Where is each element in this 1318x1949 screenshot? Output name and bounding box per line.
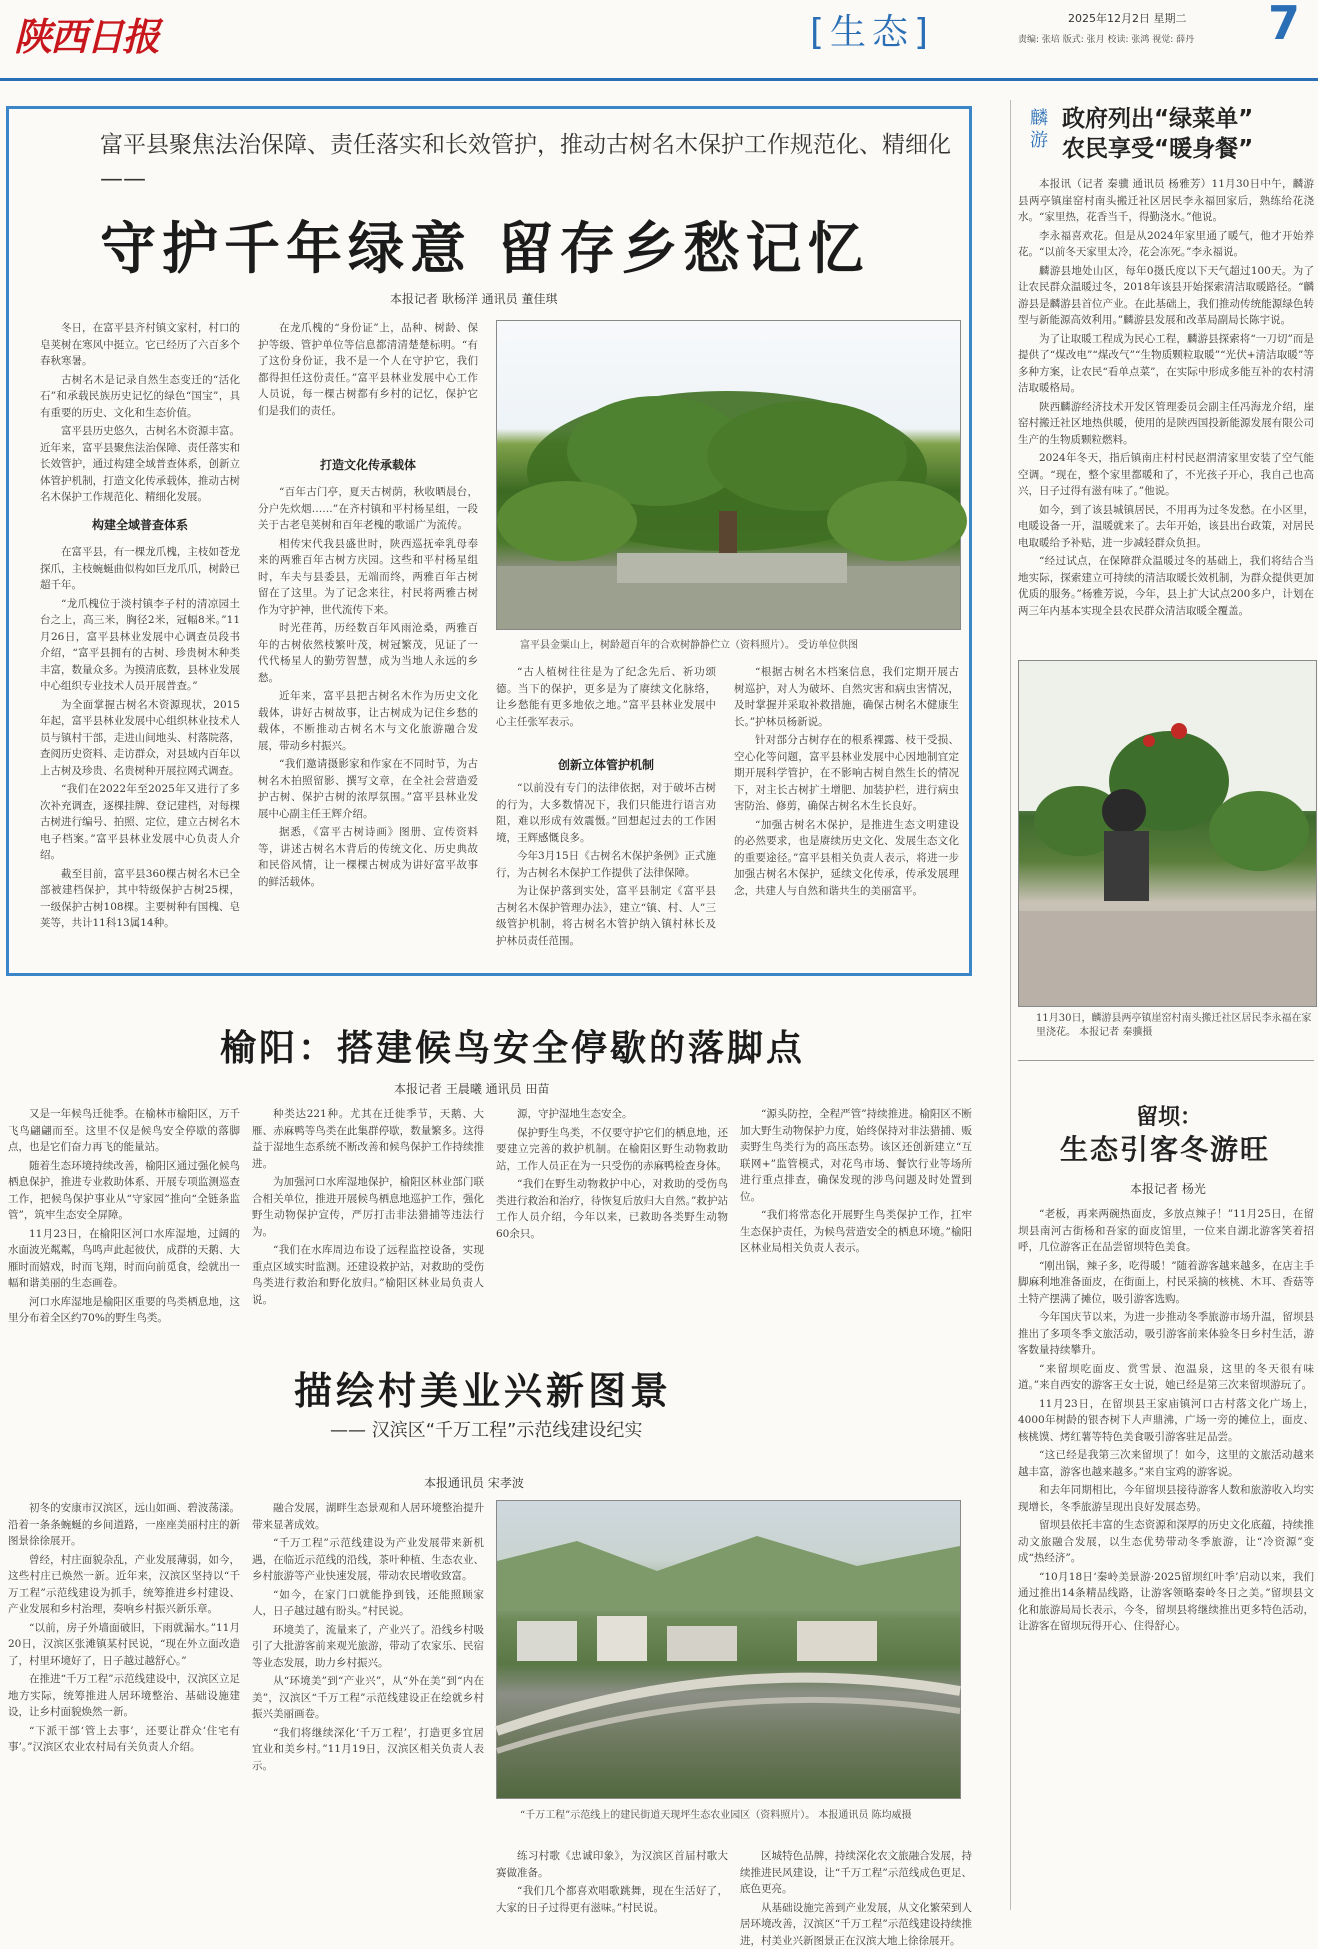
yuyang-headline: 榆阳：搭建候鸟安全停歇的落脚点	[220, 1020, 805, 1071]
lead-subhead-1: 构建全域普查体系	[40, 516, 240, 533]
paragraph: 截至目前，富平县360棵古树名木已全部被建档保护，其中特级保护古树25棵，一级保护古树108棵。主要树种有国槐、皂荚等，共计11科13属14种。	[40, 866, 240, 932]
sidebar-column	[1018, 176, 1314, 646]
lead-column-2b	[258, 484, 478, 956]
editor-credits: 责编: 张培 版式: 张月 校读: 张鸿 视觉: 薛丹	[1018, 32, 1194, 45]
sidebar-headline-line-2: 农民享受“暖身餐”	[1062, 134, 1253, 164]
lead-column-2	[258, 320, 478, 430]
paragraph: 河口水库湿地是榆阳区重要的鸟类栖息地，这里分布着全区约70%的野生鸟类。	[8, 1294, 240, 1327]
sidebar-divider-rule	[1018, 1060, 1314, 1061]
paragraph: 区城特色品牌，持续深化农文旅融合发展，持续推进民风建设，让“千万工程”示范线成色更足、底色更亮。	[740, 1848, 972, 1898]
yuyang-column-3	[496, 1106, 728, 1316]
paragraph: 又是一年候鸟迁徙季。在榆林市榆阳区，万千飞鸟翩翩而至。这里不仅是候鸟安全停歇的落脚点，也是它们奋力再飞的能量站。	[8, 1106, 240, 1156]
issue-date: 2025年12月2日 星期二	[1068, 10, 1187, 26]
paragraph: 练习村歌《忠诚印象》，为汉滨区首届村歌大赛做准备。	[496, 1848, 728, 1881]
paragraph: 相传宋代我县盛世时，陕西巡抚牵乳母奉来的两雅百年古树方庆园。这些和平村杨星组时，车夫与县委县，无端而终，两雅百年古树留在了这里。为了记念来往，村民将两雅古树作为守护神，世代流传下来。	[258, 536, 478, 619]
paragraph: “我们将常态化开展野生鸟类保护工作，扛牢生态保护责任，为候鸟营造安全的栖息环境。”榆阳区林业局相关负责人表示。	[740, 1207, 972, 1257]
paragraph: 种类达221种。尤其在迁徙季节，天鹅、大雁、赤麻鸭等鸟类在此集群停歇，数量繁多。这得益于湿地生态系统不断改善和候鸟保护工作持续推进。	[252, 1106, 484, 1172]
hanbin-headline: 描绘村美业兴新图景	[294, 1360, 672, 1415]
paragraph: 如今，到了该县城镇居民，不用再为过冬发愁。在小区里，电暖设备一开，温暖就来了。去年开始，该县出台政策，对居民电取暖给予补贴，进一步减轻群众负担。	[1018, 502, 1314, 552]
lead-subhead-2: 打造文化传承载体	[258, 456, 478, 473]
lead-subhead-3: 创新立体管护机制	[496, 756, 716, 773]
paragraph: “我们将继续深化‘千万工程’，打造更多宜居宜业和美乡村。”11月19日，汉滨区相关负责人表示。	[252, 1725, 484, 1775]
lead-photo-caption: 富平县金粟山上，树龄超百年的合欢树静静伫立（资料照片）。 受访单位供图	[520, 636, 960, 651]
sidebar-divider	[1010, 100, 1011, 1910]
paragraph: 据悉，《富平古树诗画》图册、宣传资料等，讲述古树名木背后的传统文化、历史典故和民俗风情，让一棵棵古树成为讲好富平故事的鲜活载体。	[258, 824, 478, 890]
paragraph: “经过试点，在保障群众温暖过冬的基础上，我们将结合当地实际，探索建立可持续的清洁取暖长效机制，为群众提供更加优质的服务。”杨雅芳说，今年，县上扩大试点200多户，计划在两三年内基本实现全县农民群众清洁取暖全覆盖。	[1018, 553, 1314, 619]
paragraph: 本报讯（记者 秦骥 通讯员 杨雅芳）11月30日中午，麟游县两亭镇崖窑村南头搬迁社区居民李永福回家后，熟练给花浇水。“家里热，花香当千，得勤浇水。”他说。	[1018, 176, 1314, 226]
lead-column-3b	[496, 780, 716, 956]
yuyang-byline: 本报记者 王晨曦 通讯员 田苗	[394, 1080, 549, 1097]
paragraph: 曾经，村庄面貌杂乱，产业发展薄弱，如今，这些村庄已焕然一新。近年来，汉滨区坚持以“千万工程”示范线建设为抓手，统筹推进乡村建设、产业发展和乡村治理，奏响乡村振兴新乐章。	[8, 1552, 240, 1618]
paragraph: “我们邀请摄影家和作家在不同时节，为古树名木拍照留影、撰写文章，在全社会营造爱护古树、保护古树的浓厚氛围。”富平县林业发展中心副主任王辉介绍。	[258, 756, 478, 822]
yuyang-column-2	[252, 1106, 484, 1316]
masthead-rule	[0, 78, 1318, 81]
paragraph: 为了让取暖工程成为民心工程，麟游县探索将“一刀切”而是提供了“煤改电”“煤改气”“生物质颗粒取暖”“光伏+清洁取暖”等多种方案，让农民“看单点菜”，在实际中形成多能互补的农村清洁取暖格局。	[1018, 331, 1314, 397]
paragraph: “下派干部‘管上去事’，还要让群众‘住宅有事’。”汉滨区农业农村局有关负责人介绍。	[8, 1723, 240, 1756]
paragraph: “刚出锅，辣子多，吃得暖！”随着游客越来越多，在店主手脚麻利地准备面皮，在街面上，村民采摘的核桃、木耳、香菇等土特产摆满了摊位，吸引游客选购。	[1018, 1258, 1314, 1308]
town-illustration	[497, 1501, 960, 1798]
plants-illustration	[1019, 661, 1316, 1006]
paragraph: “源头防控，全程严管”持续推进。榆阳区不断加大野生动物保护力度，始终保持对非法猎捕、贩卖野生鸟类行为的高压态势。该区还创新建立“互联网+”监管模式，对花鸟市场、餐饮行业等场所进行重点排查，确保发现的涉鸟问题及时处置到位。	[740, 1106, 972, 1205]
hanbin-column-1	[8, 1500, 240, 1910]
tree-illustration	[497, 321, 960, 629]
paragraph: “以前没有专门的法律依据，对于破坏古树的行为，大多数情况下，我们只能进行语言劝阻，难以形成有效震慑。”回想起过去的工作困境，王辉感慨良多。	[496, 780, 716, 846]
paragraph: 冬日，在富平县齐村镇文家村，村口的皂荚树在寒风中挺立。它已经历了六百多个春秋寒暑。	[40, 320, 240, 370]
lead-byline: 本报记者 耿杨洋 通讯员 董佳琪	[390, 290, 557, 307]
sidebar-location-tag: 麟游	[1030, 108, 1050, 152]
acacia-tree-photo	[496, 320, 961, 630]
paragraph: 融合发展，湖畔生态景观和人居环境整治提升带来显著成效。	[252, 1500, 484, 1533]
hanbin-subheadline: —— 汉滨区“千万工程”示范线建设纪实	[330, 1416, 642, 1442]
paragraph: “百年古门亭，夏天古树荫，秋收晒晨台，分户先炊烟……”在齐村镇和平村杨星组，一段关于古老皂荚树和百年老槐的歌谣广为流传。	[258, 484, 478, 534]
paragraph: 陕西麟游经济技术开发区管理委员会副主任冯海龙介绍，崖窑村搬迁社区地热供暖，使用的是陕西国投新能源发展有限公司生产的生物质颗粒燃料。	[1018, 399, 1314, 449]
lead-column-3	[496, 664, 716, 728]
paragraph: “我们几个都喜欢唱歌跳舞，现在生活好了，大家的日子过得更有滋味。”村民说。	[496, 1883, 728, 1916]
paragraph: 古树名木是记录自然生态变迁的“活化石”和承载民族历史记忆的绿色“国宝”，具有重要的历史、文化和生态价值。	[40, 372, 240, 422]
paragraph: “加强古树名木保护，是推进生态文明建设的必然要求，也是赓续历史文化、发展生态文化的重要途径。”富平县相关负责人表示，将进一步加强古树名木保护，延续文化传承，传承发展理念，共建人与自然和谐共生的美丽富平。	[734, 817, 959, 900]
hanbin-byline: 本报通讯员 宋孝波	[424, 1474, 524, 1491]
paragraph: 源，守护湿地生态安全。	[496, 1106, 728, 1123]
paragraph: 从“环境美”到“产业兴”，从“外在美”到“内在美”，汉滨区“千万工程”示范线建设正在绘就乡村振兴美丽画卷。	[252, 1673, 484, 1723]
liuba-headline-prefix: 留坝：	[1136, 1100, 1202, 1131]
lead-column-1	[40, 320, 240, 475]
paragraph: 和去年同期相比，今年留坝县接待游客人数和旅游收入均实现增长，冬季旅游呈现出良好发展态势。	[1018, 1482, 1314, 1515]
yuyang-column-4	[740, 1106, 972, 1316]
paragraph: 在推进“千万工程”示范线建设中，汉滨区立足地方实际，统筹推进人居环境整治、基础设施建设，让乡村面貌焕然一新。	[8, 1671, 240, 1721]
paragraph: “这已经是我第三次来留坝了！如今，这里的文旅活动越来越丰富，游客也越来越多。”来自宝鸡的游客说。	[1018, 1447, 1314, 1480]
paragraph: 时光荏苒，历经数百年风雨沧桑，两雅百年的古树依然枝繁叶茂，树冠繁茂，见证了一代代杨星人的勤劳智慧，成为当地人永远的乡愁。	[258, 620, 478, 686]
section-tag: [生态]	[810, 4, 934, 55]
hanbin-column-3	[496, 1848, 728, 1910]
paragraph: 留坝县依托丰富的生态资源和深厚的历史文化底蕴，持续推动文旅融合发展，以生态优势带动冬季旅游，让“冷资源”变成“热经济”。	[1018, 1517, 1314, 1567]
lead-column-4	[734, 664, 959, 956]
paragraph: 11月23日，在留坝县王家庙镇河口古村落文化广场上，4000年树龄的银杏树下人声鼎沸，广场一旁的摊位上，面皮、核桃馍、烤红薯等特色美食吸引游客驻足品尝。	[1018, 1396, 1314, 1446]
paragraph: 麟游县地处山区，每年0摄氏度以下天气超过100天。为了让农民群众温暖过冬，2018年该县开始探索清洁取暖路径。“麟游县是麟游县首位产业。在此基础上，我们推动传统能源绿色转型与新能源高效利用。”麟游县发展和改革局副局长陈宇说。	[1018, 263, 1314, 329]
page-number: 7	[1268, 0, 1300, 50]
sidebar-headline-line-1: 政府列出“绿菜单”	[1062, 104, 1253, 134]
paragraph: 为全面掌握古树名木资源现状，2015年起，富平县林业发展中心组织林业技术人员与镇村干部，走进山间地头、村落院落，查阅历史资料、走访群众，对县域内百年以上古树及珍贵、名贵树种开展拉网式调查。	[40, 697, 240, 780]
newspaper-logo: 陕西日报	[14, 6, 158, 61]
liuba-column	[1018, 1206, 1314, 1910]
paragraph: 富平县历史悠久，古树名木资源丰富。近年来，富平县聚焦法治保障、责任落实和长效管护，通过构建全域普查体系，创新立体管护机制，打造文化传承载体，推动古树名木保护工作规范化、精细化发展。	[40, 423, 240, 506]
paragraph: 在龙爪槐的“身份证”上，品种、树龄、保护等级、管护单位等信息都清清楚楚标明。“有了这份身份证，我不是一个人在守护它，我们都得担任这份责任。”富平县林业发展中心工作人员说，每一棵古树都有乡村的记忆，保护它们是我们的责任。	[258, 320, 478, 419]
sidebar-photo-caption: 11月30日，麟游县两亭镇崖窑村南头搬迁社区居民李永福在家里浇花。 本报记者 秦骥摄	[1036, 1012, 1314, 1040]
sidebar-headline	[1062, 104, 1253, 164]
paragraph: 今年3月15日《古树名木保护条例》正式施行，为古树名木保护工作提供了法律保障。	[496, 848, 716, 881]
yuyang-column-1	[8, 1106, 240, 1316]
paragraph: 从基础设施完善到产业发展，从文化繁荣到人居环境改善，汉滨区“千万工程”示范线建设持续推进，村美业兴新图景正在汉滨大地上徐徐展开。	[740, 1900, 972, 1949]
demonstration-line-photo	[496, 1500, 961, 1799]
paragraph: 在富平县，有一棵龙爪槐，主枝如苍龙探爪，主枝蜿蜒曲似构如巨龙爪爪，树龄已超千年。	[40, 544, 240, 594]
paragraph: 李永福喜欢花。但是从2024年家里通了暖气，他才开始养花。“以前冬天家里太冷，花会冻死。”李永福说。	[1018, 228, 1314, 261]
paragraph: “根据古树名木档案信息，我们定期开展古树巡护，对人为破坏、自然灾害和病虫害情况，及时掌握并采取补救措施，确保古树名木健康生长。”护林员杨新说。	[734, 664, 959, 730]
hanbin-column-2	[252, 1500, 484, 1910]
hanbin-column-4	[740, 1848, 972, 1910]
villager-watering-plants-photo	[1018, 660, 1317, 1007]
paragraph: “我们在水库周边布设了远程监控设备，实现重点区域实时监测。还建设救护站，对救助的受伤鸟类进行救治和野化放归。”榆阳区林业局负责人说。	[252, 1242, 484, 1308]
paragraph: “古人植树往往是为了纪念先后、祈功颂德。当下的保护，更多是为了赓续文化脉络，让乡愁能有更多地依之地。”富平县林业发展中心主任张军表示。	[496, 664, 716, 730]
hanbin-photo-caption: “千万工程”示范线上的建民街道天现坪生态农业园区（资料照片）。 本报通讯员 陈均威摄	[520, 1806, 960, 1821]
paragraph: 环境美了，流量来了，产业兴了。沿线乡村吸引了大批游客前来观光旅游，带动了农家乐、民宿等业态发展，助力乡村振兴。	[252, 1622, 484, 1672]
paragraph: “来留坝吃面皮、赏雪景、泡温泉，这里的冬天很有味道。”来自西安的游客王女士说，她已经是第三次来留坝游玩了。	[1018, 1361, 1314, 1394]
paragraph: 保护野生鸟类，不仅要守护它们的栖息地，还要建立完善的救护机制。在榆阳区野生动物救助站，工作人员正在为一只受伤的赤麻鸭检查身体。	[496, 1125, 728, 1175]
paragraph: “千万工程”示范线建设为产业发展带来新机遇，在临近示范线的沿线，茶叶种植、生态农业、乡村旅游等产业快速发展，带动农民增收致富。	[252, 1535, 484, 1585]
lead-column-1b	[40, 544, 240, 956]
paragraph: “龙爪槐位于淡村镇李子村的清凉园土台之上，高三米，胸径2米，冠幅8米。”11月26日，富平县林业发展中心调查员段书介绍，“富平县拥有的古树、珍贵树木种类丰富，数量众多。为摸清底数，县林业发展中心组织专业技术人员开展普查。”	[40, 596, 240, 695]
paragraph: 今年国庆节以来，为进一步推动冬季旅游市场升温，留坝县推出了多项冬季文旅活动，吸引游客前来体验冬日乡村生活，游客数量持续攀升。	[1018, 1309, 1314, 1359]
lead-headline: 守护千年绿意 留存乡愁记忆	[100, 205, 870, 285]
liuba-headline: 生态引客冬游旺	[1060, 1128, 1270, 1168]
paragraph: 为加强河口水库湿地保护，榆阳区林业部门联合相关单位，推进开展候鸟栖息地巡护工作，强化野生动物保护宣传，严厉打击非法猎捕等违法行为。	[252, 1174, 484, 1240]
paragraph: 近年来，富平县把古树名木作为历史文化载体，讲好古树故事，让古树成为记住乡愁的载体，不断推动古树名木与文化旅游融合发展，带动乡村振兴。	[258, 688, 478, 754]
liuba-byline: 本报记者 杨光	[1130, 1180, 1206, 1197]
paragraph: “10月18日‘秦岭美景游·2025留坝红叶季’启动以来，我们通过推出14条精品线路，让游客领略秦岭冬日之美。”留坝县文化和旅游局局长表示，今冬，留坝县将继续推出更多特色活动，让游客在留坝玩得开心、住得舒心。	[1018, 1569, 1314, 1635]
paragraph: 初冬的安康市汉滨区，远山如画、碧波荡漾。沿着一条条蜿蜒的乡间道路，一座座美丽村庄的新图景徐徐展开。	[8, 1500, 240, 1550]
lead-kicker: 富平县聚焦法治保障、责任落实和长效管护，推动古树名木保护工作规范化、精细化 ——	[100, 128, 960, 196]
paragraph: “我们在2022年至2025年又进行了多次补充调查，逐棵挂牌、登记建档，对每棵古树进行编号、拍照、定位，建立古树名木电子档案。”富平县林业发展中心负责人介绍。	[40, 781, 240, 864]
paragraph: 11月23日，在榆阳区河口水库湿地，过阔的水面波光粼粼，鸟鸣声此起彼伏，成群的天鹅、大雁时而嬉戏，时而飞翔，时而向前觅食，绘就出一幅和谐美丽的生态画卷。	[8, 1226, 240, 1292]
paragraph: “如今，在家门口就能挣到钱，还能照顾家人，日子越过越有盼头。”村民说。	[252, 1587, 484, 1620]
paragraph: 针对部分古树存在的根系裸露、枝干受损、空心化等问题，富平县林业发展中心因地制宜定期开展科学管护，在不影响古树自然生长的情况下，对主长古树扩土增肥、加装护栏，进行病虫害防治、修剪，确保古树名木生长良好。	[734, 732, 959, 815]
paragraph: 2024年冬天，指后镇南庄村村民赵渭清家里安装了空气能空调。“现在，整个家里都暖和了，不光孩子开心，我自己也高兴，日子过得有滋有味了。”他说。	[1018, 450, 1314, 500]
paragraph: “以前，房子外墙面破旧，下雨就漏水。”11月20日，汉滨区张滩镇某村民说，“现在外立面改造了，村里环境好了，日子越过越舒心。”	[8, 1620, 240, 1670]
paragraph: 为让保护落到实处，富平县制定《富平县古树名木保护管理办法》，建立“镇、村、人”三级管护机制，将古树名木管护纳入镇村林长及护林员责任范围。	[496, 883, 716, 949]
paragraph: “我们在野生动物救护中心，对救助的受伤鸟类进行救治和治疗，待恢复后放归大自然。”救护站工作人员介绍，今年以来，已救助各类野生动物60余只。	[496, 1176, 728, 1242]
paragraph: 随着生态环境持续改善，榆阳区通过强化候鸟栖息保护，推进专业救助体系、开展专项监测巡查工作，把候鸟保护事业从“守家园”推向“全链条监管”，筑牢生态安全屏障。	[8, 1158, 240, 1224]
paragraph: “老板，再来两碗热面皮，多放点辣子！”11月25日，在留坝县南河古街杨和吾家的面皮馆里，一位来自湖北游客笑着招呼，几位游客正在品尝留坝特色美食。	[1018, 1206, 1314, 1256]
